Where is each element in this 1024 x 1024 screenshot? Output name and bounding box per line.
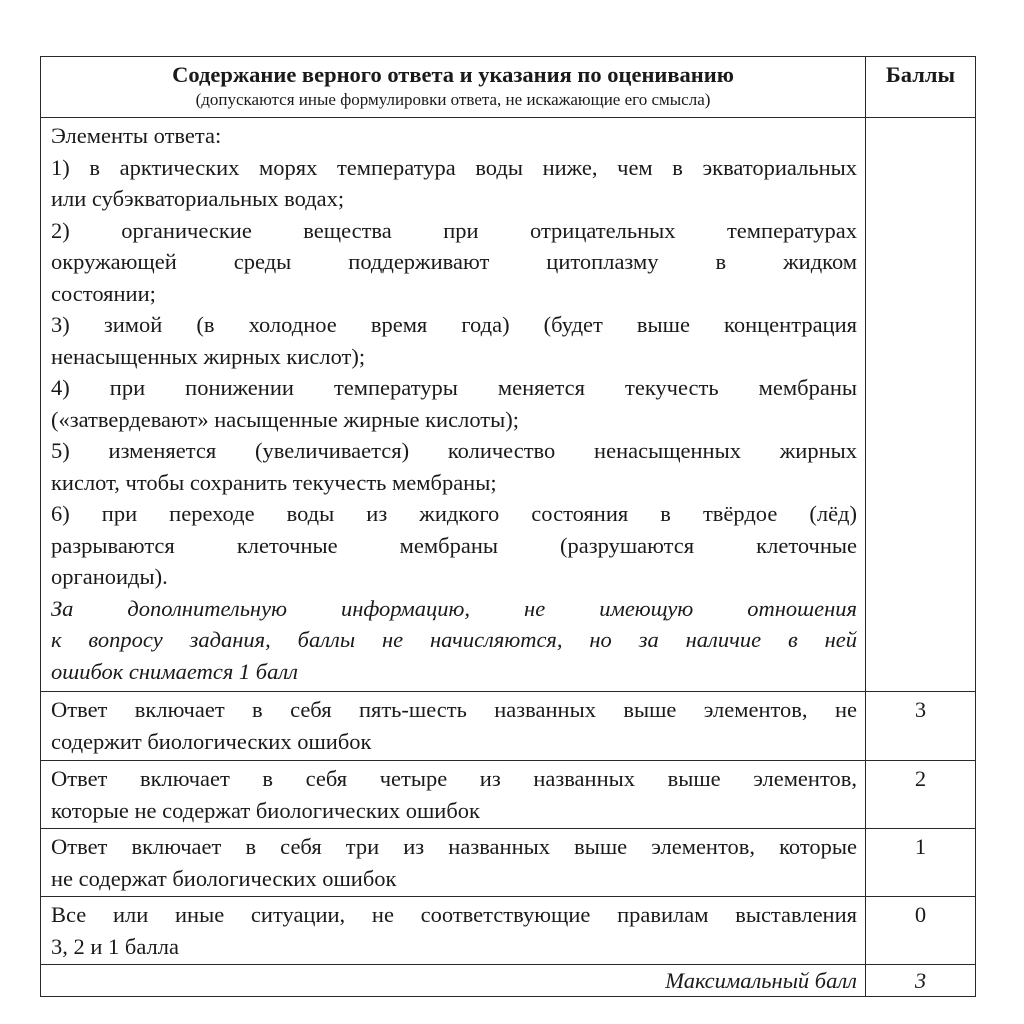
answer-elements-cell	[41, 118, 866, 692]
element-item-1	[51, 152, 857, 215]
criterion-points: 1	[866, 829, 976, 897]
element-line: 3) зимой (в холодное время года) (будет выше концентрация	[51, 312, 857, 337]
element-line: окружающей среды поддерживают цитоплазму в жидком	[51, 249, 857, 274]
score-column-header: Баллы	[866, 57, 976, 118]
criterion-line: которые не содержат биологических ошибок	[51, 797, 480, 823]
element-line: или субэкваториальных водах;	[51, 186, 345, 211]
criterion-text	[41, 829, 866, 897]
criterion-row-3	[41, 692, 976, 761]
header-title: Содержание верного ответа и указания по оцениванию	[172, 62, 734, 87]
criterion-points: 2	[866, 761, 976, 829]
grading-note	[51, 593, 857, 688]
criterion-row-0	[41, 897, 976, 965]
element-line: 4) при понижении температуры меняется текучесть мембраны	[51, 375, 857, 400]
element-line: ненасыщенных жирных кислот);	[51, 343, 366, 369]
element-line: 2) органические вещества при отрицательных температурах	[51, 217, 857, 243]
criterion-line: Ответ включает в себя пять-шесть названных выше элементов, не	[51, 697, 857, 722]
criterion-line: 3, 2 и 1 балла	[51, 933, 179, 959]
criterion-text	[41, 692, 866, 761]
header-subtitle: (допускаются иные формулировки ответа, не искажающие его смысла)	[195, 90, 711, 109]
criterion-row-2	[41, 761, 976, 829]
criterion-points: 0	[866, 897, 976, 965]
element-line: 6) при переходе воды из жидкого состояния в твёрдое (лёд)	[51, 501, 857, 526]
criterion-text	[41, 897, 866, 965]
element-item-2	[51, 215, 857, 310]
element-line: разрываются клеточные мембраны (разрушаются клеточные	[51, 532, 857, 558]
element-item-5	[51, 435, 857, 498]
element-item-3	[51, 309, 857, 372]
max-score-label: Максимальный балл	[41, 965, 866, 997]
criterion-points: 3	[866, 692, 976, 761]
criterion-line: не содержат биологических ошибок	[51, 865, 397, 891]
criterion-line: Ответ включает в себя четыре из названных выше элементов,	[51, 766, 857, 791]
criterion-line: Ответ включает в себя три из названных выше элементов, которые	[51, 834, 857, 859]
element-line: 1) в арктических морях температура воды ниже, чем в экваториальных	[51, 154, 857, 180]
answer-elements-row	[41, 118, 976, 692]
header-content-cell	[41, 57, 866, 118]
element-line: состоянии;	[51, 280, 156, 306]
element-line: 5) изменяется (увеличивается) количество ненасыщенных жирных	[51, 438, 857, 463]
criterion-line: Все или иные ситуации, не соответствующие правилам выставления	[51, 902, 857, 927]
element-line: органоиды).	[51, 564, 168, 589]
element-line: кислот, чтобы сохранить текучесть мембраны;	[51, 469, 497, 495]
note-line: к вопросу задания, баллы не начисляются, но за наличие в ней	[51, 627, 857, 652]
criterion-line: содержит биологических ошибок	[51, 728, 372, 754]
note-line: За дополнительную информацию, не имеющую отношения	[51, 595, 857, 621]
criterion-row-1	[41, 829, 976, 897]
header-row	[41, 57, 976, 118]
max-score-value: 3	[866, 965, 976, 997]
elements-heading: Элементы ответа:	[51, 123, 222, 148]
max-score-row	[41, 965, 976, 997]
criterion-text	[41, 761, 866, 829]
answer-elements-score-cell	[866, 118, 976, 692]
element-item-6	[51, 498, 857, 593]
note-line: ошибок снимается 1 балл	[51, 658, 298, 684]
element-line: («затвердевают» насыщенные жирные кислоты);	[51, 406, 519, 432]
grading-table	[40, 56, 976, 997]
element-item-4	[51, 372, 857, 435]
